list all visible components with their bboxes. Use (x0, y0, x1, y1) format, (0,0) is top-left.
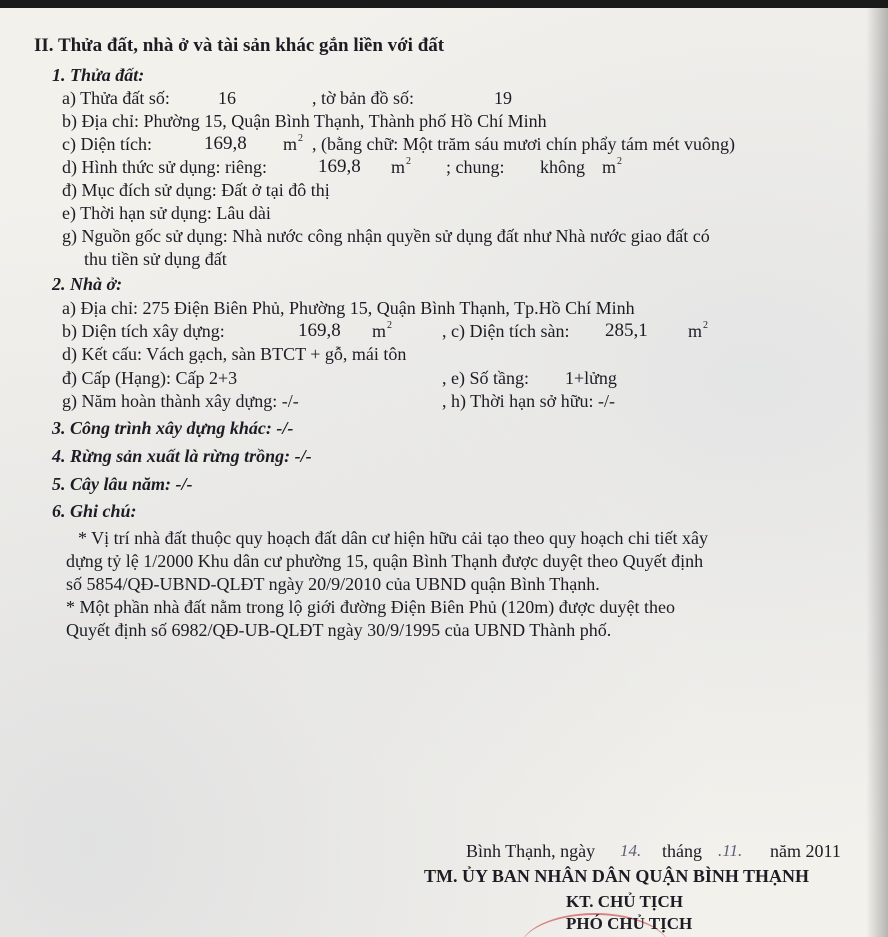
note1-line3: số 5854/QĐ-UBND-QLĐT ngày 20/9/2010 của UBND quận Bình Thạnh. (66, 574, 600, 594)
signature-month: .11. (718, 841, 743, 860)
land-address: b) Địa chỉ: Phường 15, Quận Bình Thạnh, Thành phố Hồ Chí Minh (62, 111, 547, 131)
land-heading: 1. Thửa đất: (52, 65, 145, 85)
house-grade: đ) Cấp (Hạng): Cấp 2+3 (62, 368, 238, 388)
land-common-value: không (540, 157, 585, 177)
house-floors-value: 1+lửng (565, 368, 617, 388)
land-private-unit: $m^2$ (391, 156, 412, 177)
land-area-unit: $m^2$ (283, 133, 304, 154)
house-ownership-term: , h) Thời hạn sở hữu: -/- (442, 391, 615, 411)
section-title: II. Thửa đất, nhà ở và tài sản khác gắn liền với đất (34, 35, 445, 56)
land-origin-line1: g) Nguồn gốc sử dụng: Nhà nước công nhận quyền sử dụng đất như Nhà nước giao đất có (62, 226, 710, 246)
house-floor-area-unit: $m^2$ (688, 320, 709, 341)
signature-day: 14. (620, 841, 642, 860)
land-parcel-number: 16 (218, 88, 236, 108)
land-common-label: ; chung: (446, 157, 505, 177)
house-build-area-unit: $m^2$ (372, 320, 393, 341)
signature-month-label: tháng (662, 841, 702, 861)
signature-organization: TM. ỦY BAN NHÂN DÂN QUẬN BÌNH THẠNH (424, 866, 810, 886)
house-floor-area-label: , c) Diện tích sàn: (442, 321, 570, 341)
land-area-words: , (bằng chữ: Một trăm sáu mươi chín phẩy tám mét vuông) (312, 134, 735, 154)
perennial-trees-heading: 5. Cây lâu năm: -/- (52, 474, 193, 494)
house-completion-year: g) Năm hoàn thành xây dựng: -/- (62, 391, 299, 411)
land-common-unit: $m^2$ (602, 156, 623, 177)
house-structure: d) Kết cấu: Vách gạch, sàn BTCT + gỗ, mái tôn (62, 344, 407, 364)
house-address: a) Địa chỉ: 275 Điện Biên Phủ, Phường 15, Quận Bình Thạnh, Tp.Hồ Chí Minh (62, 298, 635, 318)
house-build-area-label: b) Diện tích xây dựng: (62, 321, 225, 341)
certificate-page (0, 8, 888, 937)
land-origin-line2: thu tiền sử dụng đất (84, 249, 227, 269)
land-map-label: , tờ bản đồ số: (312, 88, 415, 108)
note2-line2: Quyết định số 6982/QĐ-UB-QLĐT ngày 30/9/1995 của UBND Thành phố. (66, 620, 612, 640)
signature-place-label: Bình Thạnh, ngày (466, 841, 596, 861)
land-term: e) Thời hạn sử dụng: Lâu dài (62, 203, 271, 223)
signature-year: năm 2011 (770, 841, 841, 861)
land-purpose: đ) Mục đích sử dụng: Đất ở tại đô thị (62, 180, 330, 200)
house-floors-label: , e) Số tầng: (442, 368, 529, 388)
house-heading: 2. Nhà ở: (52, 274, 123, 294)
land-area-label: c) Diện tích: (62, 134, 152, 154)
land-private-area: 169,8 (318, 156, 361, 177)
land-use-form-label: d) Hình thức sử dụng: riêng: (62, 157, 267, 177)
house-floor-area-value: 285,1 (605, 320, 648, 341)
signature-role: PHÓ CHỦ TỊCH (566, 914, 693, 933)
note2-line1: * Một phần nhà đất nằm trong lộ giới đường Điện Biên Phủ (120m) được duyệt theo (66, 597, 675, 617)
note1-line1: * Vị trí nhà đất thuộc quy hoạch đất dân cư hiện hữu cải tạo theo quy hoạch chi tiết xây (78, 528, 708, 548)
production-forest-heading: 4. Rừng sản xuất là rừng trồng: -/- (52, 446, 312, 466)
house-build-area-value: 169,8 (298, 320, 341, 341)
land-parcel-label: a) Thửa đất số: (62, 88, 170, 108)
other-construction-heading: 3. Công trình xây dựng khác: -/- (52, 418, 294, 438)
land-map-number: 19 (494, 88, 512, 108)
notes-heading: 6. Ghi chú: (52, 501, 137, 521)
signature-kt-title: KT. CHỦ TỊCH (566, 892, 683, 911)
land-area-value: 169,8 (204, 133, 247, 154)
note1-line2: dựng tỷ lệ 1/2000 Khu dân cư phường 15, quận Bình Thạnh được duyệt theo Quyết định (66, 551, 704, 571)
page-edge-shadow (866, 8, 888, 937)
